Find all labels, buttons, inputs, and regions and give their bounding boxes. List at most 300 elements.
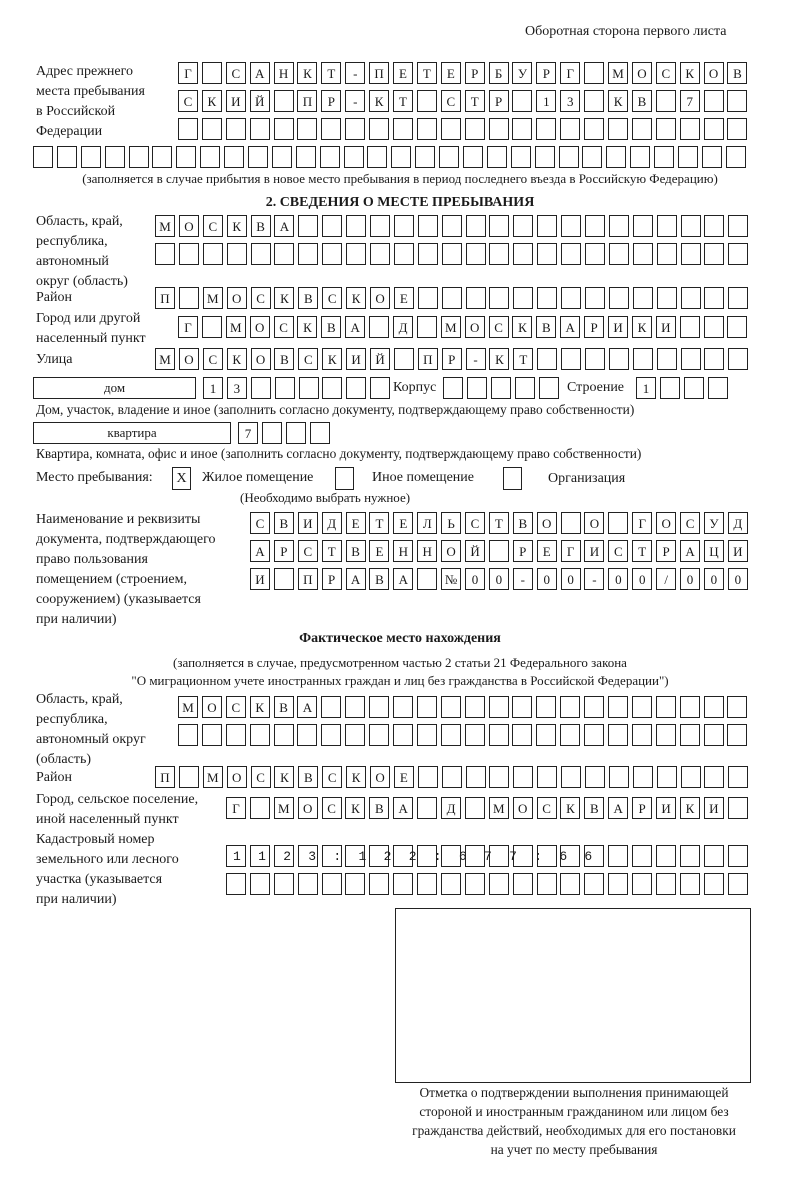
char-cell[interactable]: Р [632, 797, 652, 819]
char-cell[interactable] [418, 287, 438, 309]
char-cell[interactable] [704, 724, 724, 746]
char-cell[interactable]: О [202, 696, 222, 718]
char-cell[interactable] [535, 146, 555, 168]
char-cell[interactable] [537, 873, 557, 895]
char-cell[interactable]: Р [465, 62, 485, 84]
char-cell[interactable]: О [227, 766, 247, 788]
char-cell[interactable] [489, 540, 509, 562]
char-cell[interactable] [57, 146, 77, 168]
char-cell[interactable] [702, 146, 722, 168]
char-cell[interactable]: К [512, 316, 532, 338]
char-cell[interactable]: 1 [636, 377, 656, 399]
char-cell[interactable]: О [298, 797, 318, 819]
char-cell[interactable] [681, 243, 701, 265]
char-cell[interactable] [176, 146, 196, 168]
char-cell[interactable] [296, 146, 316, 168]
char-cell[interactable] [536, 724, 556, 746]
char-cell[interactable]: П [369, 62, 389, 84]
char-cell[interactable]: В [536, 316, 556, 338]
char-cell[interactable]: Т [417, 62, 437, 84]
char-cell[interactable] [394, 243, 414, 265]
char-cell[interactable]: В [727, 62, 747, 84]
char-cell[interactable] [321, 724, 341, 746]
char-cell[interactable] [728, 797, 748, 819]
char-cell[interactable]: О [656, 512, 676, 534]
char-cell[interactable] [657, 243, 677, 265]
char-cell[interactable] [298, 215, 318, 237]
char-cell[interactable] [465, 797, 485, 819]
char-cell[interactable] [608, 724, 628, 746]
char-cell[interactable] [727, 696, 747, 718]
char-cell[interactable]: Ц [704, 540, 724, 562]
char-cell[interactable] [105, 146, 125, 168]
char-cell[interactable]: К [560, 797, 580, 819]
char-cell[interactable] [274, 724, 294, 746]
char-cell[interactable]: Т [632, 540, 652, 562]
char-cell[interactable] [513, 287, 533, 309]
char-cell[interactable]: С [226, 696, 246, 718]
char-cell[interactable]: И [656, 316, 676, 338]
char-cell[interactable] [299, 377, 319, 399]
char-cell[interactable] [728, 215, 748, 237]
char-cell[interactable]: Е [393, 62, 413, 84]
char-cell[interactable] [678, 146, 698, 168]
char-cell[interactable] [391, 146, 411, 168]
char-cell[interactable] [561, 287, 581, 309]
char-cell[interactable]: О [465, 316, 485, 338]
char-cell[interactable]: С [465, 512, 485, 534]
char-cell[interactable] [227, 243, 247, 265]
char-cell[interactable] [33, 146, 53, 168]
char-cell[interactable] [417, 797, 437, 819]
char-cell[interactable]: Д [322, 512, 342, 534]
char-cell[interactable] [393, 696, 413, 718]
char-cell[interactable]: М [178, 696, 198, 718]
char-cell[interactable]: Й [250, 90, 270, 112]
char-cell[interactable] [417, 90, 437, 112]
char-cell[interactable] [559, 146, 579, 168]
house-type-field[interactable]: дом [33, 377, 196, 399]
char-cell[interactable]: О [632, 62, 652, 84]
char-cell[interactable] [369, 316, 389, 338]
char-cell[interactable]: И [298, 512, 318, 534]
char-cell[interactable]: Г [560, 62, 580, 84]
char-cell[interactable] [560, 724, 580, 746]
char-cell[interactable] [465, 118, 485, 140]
char-cell[interactable] [584, 62, 604, 84]
char-cell[interactable]: С [251, 766, 271, 788]
char-cell[interactable]: С [322, 797, 342, 819]
char-cell[interactable] [441, 118, 461, 140]
char-cell[interactable]: Р [656, 540, 676, 562]
char-cell[interactable] [726, 146, 746, 168]
char-cell[interactable] [489, 243, 509, 265]
char-cell[interactable] [513, 873, 533, 895]
char-cell[interactable]: Т [489, 512, 509, 534]
char-cell[interactable]: П [298, 568, 318, 590]
char-cell[interactable] [466, 766, 486, 788]
char-cell[interactable] [418, 215, 438, 237]
char-cell[interactable]: 7 [238, 422, 258, 444]
char-cell[interactable] [512, 118, 532, 140]
char-cell[interactable] [226, 724, 246, 746]
char-cell[interactable] [224, 146, 244, 168]
char-cell[interactable] [513, 243, 533, 265]
char-cell[interactable] [584, 696, 604, 718]
char-cell[interactable]: К [345, 797, 365, 819]
char-cell[interactable]: В [321, 316, 341, 338]
char-cell[interactable] [727, 316, 747, 338]
char-cell[interactable] [582, 146, 602, 168]
char-cell[interactable] [728, 243, 748, 265]
char-cell[interactable] [515, 377, 535, 399]
char-cell[interactable] [609, 766, 629, 788]
char-cell[interactable] [633, 766, 653, 788]
char-cell[interactable]: В [274, 512, 294, 534]
char-cell[interactable] [463, 146, 483, 168]
char-cell[interactable] [561, 512, 581, 534]
char-cell[interactable] [511, 146, 531, 168]
char-cell[interactable] [684, 377, 704, 399]
char-cell[interactable]: С [251, 287, 271, 309]
char-cell[interactable]: О [441, 540, 461, 562]
char-cell[interactable]: В [369, 797, 389, 819]
char-cell[interactable] [561, 243, 581, 265]
char-cell[interactable] [606, 146, 626, 168]
char-cell[interactable] [417, 316, 437, 338]
char-cell[interactable] [466, 287, 486, 309]
char-cell[interactable]: И [728, 540, 748, 562]
char-cell[interactable]: И [250, 568, 270, 590]
char-cell[interactable] [417, 118, 437, 140]
char-cell[interactable]: П [155, 287, 175, 309]
char-cell[interactable]: Г [561, 540, 581, 562]
char-cell[interactable] [512, 724, 532, 746]
char-cell[interactable] [585, 243, 605, 265]
char-cell[interactable] [539, 377, 559, 399]
char-cell[interactable] [584, 724, 604, 746]
char-cell[interactable] [466, 243, 486, 265]
char-cell[interactable] [415, 146, 435, 168]
char-cell[interactable] [203, 243, 223, 265]
char-cell[interactable] [393, 118, 413, 140]
char-cell[interactable]: А [346, 568, 366, 590]
char-cell[interactable]: М [274, 797, 294, 819]
char-cell[interactable]: Й [465, 540, 485, 562]
char-cell[interactable]: Н [417, 540, 437, 562]
char-cell[interactable] [251, 243, 271, 265]
char-cell[interactable]: А [274, 215, 294, 237]
char-cell[interactable]: 3 [560, 90, 580, 112]
char-cell[interactable]: 0 [680, 568, 700, 590]
char-cell[interactable] [727, 90, 747, 112]
char-cell[interactable] [609, 348, 629, 370]
char-cell[interactable] [298, 873, 318, 895]
char-cell[interactable] [202, 118, 222, 140]
char-cell[interactable] [657, 287, 677, 309]
char-cell[interactable] [441, 696, 461, 718]
char-cell[interactable]: В [584, 797, 604, 819]
char-cell[interactable]: Т [393, 90, 413, 112]
option-other-premises-checkbox[interactable] [335, 467, 354, 490]
char-cell[interactable]: Н [274, 62, 294, 84]
char-cell[interactable]: К [297, 316, 317, 338]
char-cell[interactable] [81, 146, 101, 168]
char-cell[interactable] [152, 146, 172, 168]
char-cell[interactable]: И [608, 316, 628, 338]
char-cell[interactable]: М [226, 316, 246, 338]
char-cell[interactable]: О [537, 512, 557, 534]
char-cell[interactable]: И [656, 797, 676, 819]
char-cell[interactable] [346, 215, 366, 237]
char-cell[interactable]: Е [394, 287, 414, 309]
char-cell[interactable] [417, 696, 437, 718]
option-residential-checkbox[interactable]: Х [172, 467, 191, 490]
char-cell[interactable] [346, 377, 366, 399]
char-cell[interactable] [489, 696, 509, 718]
char-cell[interactable] [274, 243, 294, 265]
char-cell[interactable] [609, 287, 629, 309]
char-cell[interactable] [370, 243, 390, 265]
char-cell[interactable] [202, 316, 222, 338]
char-cell[interactable] [322, 243, 342, 265]
char-cell[interactable] [369, 873, 389, 895]
char-cell[interactable]: П [297, 90, 317, 112]
char-cell[interactable]: 0 [704, 568, 724, 590]
char-cell[interactable]: Л [417, 512, 437, 534]
char-cell[interactable] [274, 90, 294, 112]
char-cell[interactable]: № [441, 568, 461, 590]
char-cell[interactable] [680, 316, 700, 338]
char-cell[interactable] [654, 146, 674, 168]
char-cell[interactable] [657, 348, 677, 370]
char-cell[interactable] [491, 377, 511, 399]
char-cell[interactable] [344, 146, 364, 168]
apartment-type-field[interactable]: квартира [33, 422, 231, 444]
char-cell[interactable]: О [227, 287, 247, 309]
char-cell[interactable] [274, 568, 294, 590]
char-cell[interactable]: Р [584, 316, 604, 338]
char-cell[interactable] [609, 215, 629, 237]
char-cell[interactable] [704, 243, 724, 265]
char-cell[interactable]: Г [178, 62, 198, 84]
char-cell[interactable]: А [560, 316, 580, 338]
char-cell[interactable]: Р [489, 90, 509, 112]
char-cell[interactable]: М [608, 62, 628, 84]
char-cell[interactable] [322, 873, 342, 895]
char-cell[interactable] [297, 118, 317, 140]
char-cell[interactable]: В [274, 696, 294, 718]
char-cell[interactable]: В [298, 766, 318, 788]
char-cell[interactable] [680, 118, 700, 140]
char-cell[interactable] [704, 118, 724, 140]
char-cell[interactable] [727, 724, 747, 746]
char-cell[interactable] [178, 724, 198, 746]
char-cell[interactable]: Д [393, 316, 413, 338]
char-cell[interactable] [512, 696, 532, 718]
char-cell[interactable] [584, 873, 604, 895]
char-cell[interactable]: К [274, 287, 294, 309]
char-cell[interactable]: - [466, 348, 486, 370]
char-cell[interactable] [489, 118, 509, 140]
char-cell[interactable] [660, 377, 680, 399]
char-cell[interactable] [561, 766, 581, 788]
char-cell[interactable] [442, 215, 462, 237]
char-cell[interactable]: К [608, 90, 628, 112]
char-cell[interactable]: О [179, 348, 199, 370]
char-cell[interactable]: 0 [728, 568, 748, 590]
char-cell[interactable] [369, 118, 389, 140]
char-cell[interactable] [704, 90, 724, 112]
char-cell[interactable]: Е [369, 540, 389, 562]
char-cell[interactable] [370, 377, 390, 399]
char-cell[interactable]: 1 [536, 90, 556, 112]
char-cell[interactable] [633, 287, 653, 309]
char-cell[interactable] [442, 766, 462, 788]
char-cell[interactable]: 0 [561, 568, 581, 590]
char-cell[interactable] [310, 422, 330, 444]
char-cell[interactable] [393, 724, 413, 746]
char-cell[interactable] [681, 348, 701, 370]
char-cell[interactable] [250, 724, 270, 746]
char-cell[interactable] [370, 215, 390, 237]
char-cell[interactable] [704, 215, 724, 237]
char-cell[interactable]: В [251, 215, 271, 237]
char-cell[interactable]: А [393, 797, 413, 819]
char-cell[interactable] [608, 512, 628, 534]
char-cell[interactable]: И [226, 90, 246, 112]
char-cell[interactable] [585, 215, 605, 237]
char-cell[interactable] [418, 766, 438, 788]
char-cell[interactable]: 7 [680, 90, 700, 112]
char-cell[interactable] [322, 215, 342, 237]
char-cell[interactable] [200, 146, 220, 168]
char-cell[interactable] [609, 243, 629, 265]
char-cell[interactable]: П [418, 348, 438, 370]
char-cell[interactable] [250, 118, 270, 140]
char-cell[interactable] [345, 724, 365, 746]
char-cell[interactable]: С [274, 316, 294, 338]
char-cell[interactable]: К [680, 797, 700, 819]
char-cell[interactable] [465, 696, 485, 718]
char-cell[interactable] [704, 873, 724, 895]
char-cell[interactable]: И [704, 797, 724, 819]
char-cell[interactable]: В [513, 512, 533, 534]
char-cell[interactable] [608, 873, 628, 895]
char-cell[interactable] [297, 724, 317, 746]
char-cell[interactable] [272, 146, 292, 168]
char-cell[interactable] [467, 377, 487, 399]
char-cell[interactable]: А [680, 540, 700, 562]
char-cell[interactable] [608, 696, 628, 718]
char-cell[interactable]: 1 [203, 377, 223, 399]
char-cell[interactable]: Т [513, 348, 533, 370]
char-cell[interactable] [727, 118, 747, 140]
char-cell[interactable]: А [250, 62, 270, 84]
char-cell[interactable] [656, 118, 676, 140]
char-cell[interactable] [560, 873, 580, 895]
char-cell[interactable] [489, 766, 509, 788]
char-cell[interactable] [202, 62, 222, 84]
char-cell[interactable]: 0 [489, 568, 509, 590]
char-cell[interactable] [584, 118, 604, 140]
char-cell[interactable] [226, 873, 246, 895]
char-cell[interactable] [704, 316, 724, 338]
char-cell[interactable]: Г [178, 316, 198, 338]
char-cell[interactable]: Е [441, 62, 461, 84]
char-cell[interactable] [536, 118, 556, 140]
char-cell[interactable]: Г [632, 512, 652, 534]
char-cell[interactable] [728, 873, 748, 895]
char-cell[interactable]: М [203, 287, 223, 309]
char-cell[interactable] [441, 873, 461, 895]
char-cell[interactable]: К [227, 348, 247, 370]
char-cell[interactable]: Н [393, 540, 413, 562]
char-cell[interactable] [680, 696, 700, 718]
char-cell[interactable] [250, 873, 270, 895]
char-cell[interactable]: О [251, 348, 271, 370]
char-cell[interactable]: Р [442, 348, 462, 370]
char-cell[interactable] [489, 873, 509, 895]
char-cell[interactable] [512, 90, 532, 112]
char-cell[interactable] [537, 348, 557, 370]
char-cell[interactable]: С [489, 316, 509, 338]
char-cell[interactable]: С [226, 62, 246, 84]
char-cell[interactable] [417, 724, 437, 746]
char-cell[interactable] [367, 146, 387, 168]
char-cell[interactable]: К [632, 316, 652, 338]
char-cell[interactable] [708, 377, 728, 399]
char-cell[interactable] [656, 90, 676, 112]
char-cell[interactable] [321, 118, 341, 140]
char-cell[interactable]: / [656, 568, 676, 590]
char-cell[interactable] [250, 797, 270, 819]
char-cell[interactable] [537, 215, 557, 237]
char-cell[interactable] [443, 377, 463, 399]
char-cell[interactable]: Д [728, 512, 748, 534]
char-cell[interactable]: 0 [537, 568, 557, 590]
option-organization-checkbox[interactable] [503, 467, 522, 490]
char-cell[interactable] [441, 724, 461, 746]
char-cell[interactable] [489, 287, 509, 309]
char-cell[interactable]: С [203, 348, 223, 370]
char-cell[interactable]: Е [394, 766, 414, 788]
char-cell[interactable]: О [370, 766, 390, 788]
char-cell[interactable] [466, 215, 486, 237]
char-cell[interactable]: О [250, 316, 270, 338]
char-cell[interactable] [585, 348, 605, 370]
char-cell[interactable] [345, 873, 365, 895]
char-cell[interactable] [584, 90, 604, 112]
char-cell[interactable]: М [489, 797, 509, 819]
char-cell[interactable] [633, 243, 653, 265]
char-cell[interactable]: У [512, 62, 532, 84]
char-cell[interactable]: 0 [608, 568, 628, 590]
char-cell[interactable] [608, 118, 628, 140]
char-cell[interactable] [561, 215, 581, 237]
char-cell[interactable]: К [274, 766, 294, 788]
char-cell[interactable]: Р [322, 568, 342, 590]
char-cell[interactable]: О [179, 215, 199, 237]
char-cell[interactable] [680, 724, 700, 746]
char-cell[interactable] [536, 696, 556, 718]
char-cell[interactable] [630, 146, 650, 168]
char-cell[interactable] [513, 215, 533, 237]
char-cell[interactable] [633, 348, 653, 370]
char-cell[interactable] [633, 215, 653, 237]
char-cell[interactable]: К [297, 62, 317, 84]
char-cell[interactable]: С [203, 215, 223, 237]
